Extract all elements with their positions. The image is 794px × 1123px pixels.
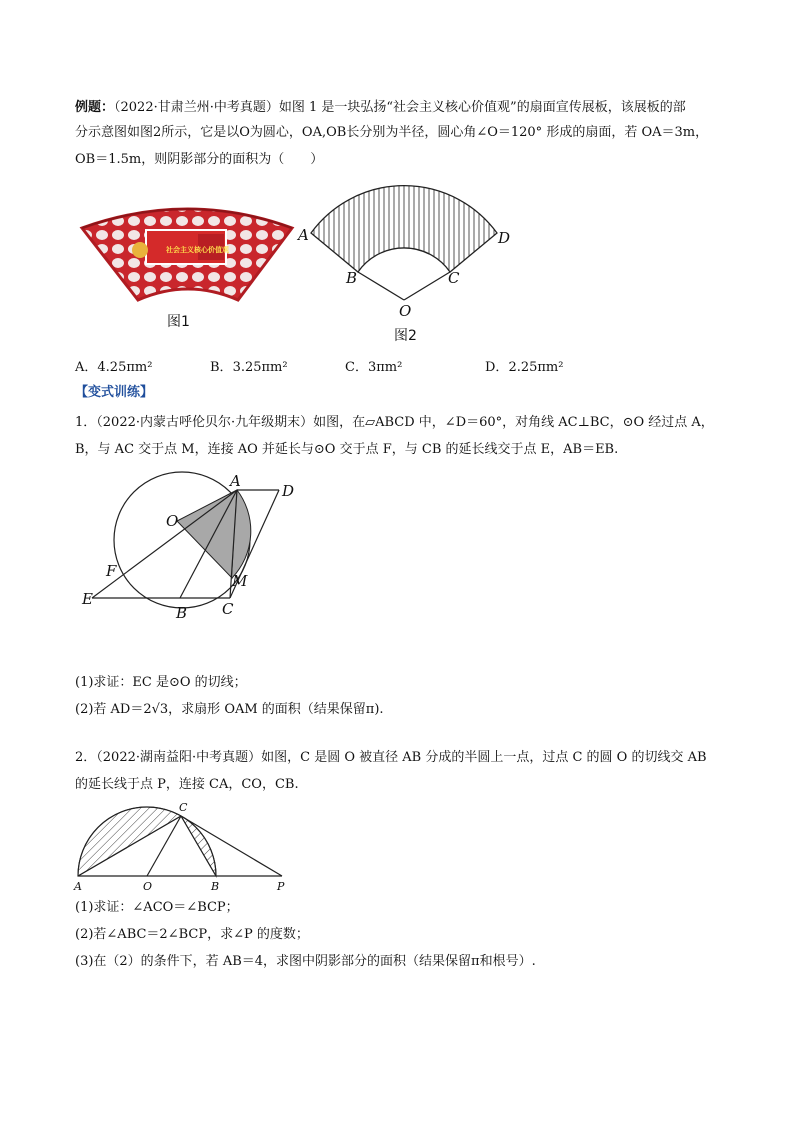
q2-line-2: 的延长线于点 P，连接 CA，CO，CB. — [75, 777, 299, 792]
example-line-2: 分示意图如图2所示，它是以O为圆心，OA,OB长分别为半径，圆心角∠O＝120° 形成的扇面，若 OA＝3m， — [75, 125, 709, 140]
fig2-label-O: O — [399, 302, 412, 320]
option-d[interactable]: D．2.25πm² — [485, 360, 564, 375]
section-title: 【变式训练】 — [75, 385, 154, 400]
q1-label-F: F — [106, 562, 117, 580]
figure-2-caption: 图2 — [394, 328, 417, 344]
q1-part-2: (2)若 AD＝2√3，求扇形 OAM 的面积（结果保留π). — [75, 702, 384, 717]
fig2-label-C: C — [448, 269, 460, 287]
q1-line-1: 1．（2022·内蒙古呼伦贝尔·九年级期末）如图，在▱ABCD 中，∠D＝60°，对角线 AC⊥BC，⊙O 经过点 A， — [75, 415, 714, 430]
q1-label-C: C — [222, 600, 234, 618]
q1-label-M: M — [232, 572, 248, 590]
option-c[interactable]: C．3πm² — [345, 360, 403, 375]
example-line-1: 例题：（2022·甘肃兰州·中考真题）如图 1 是一块弘扬“社会主义核心价值观”的扇面宣传展板，该展板的部 — [75, 100, 686, 115]
q2-part-3: (3)在（2）的条件下，若 AB＝4，求图中阴影部分的面积（结果保留π和根号）. — [75, 954, 536, 969]
figure-1-caption: 图1 — [167, 314, 190, 330]
option-b[interactable]: B．3.25πm² — [210, 360, 288, 375]
q1-line-2: B，与 AC 交于点 M，连接 AO 并延长与⊙O 交于点 F，与 CB 的延长线交于点 E，AB＝EB. — [75, 442, 619, 457]
option-a[interactable]: A．4.25πm² — [75, 360, 153, 375]
q1-label-O: O — [166, 512, 179, 530]
figure-1-fan-board — [78, 200, 298, 340]
q2-line-1: 2．（2022·湖南益阳·中考真题）如图，C 是圆 O 被直径 AB 分成的半圆上一点，过点 C 的圆 O 的切线交 AB — [75, 750, 707, 765]
q2-semicircle-diagram — [72, 800, 302, 892]
q2-part-2: (2)若∠ABC＝2∠BCP，求∠P 的度数； — [75, 927, 309, 942]
example-line-3: OB＝1.5m，则阴影部分的面积为（ ） — [75, 152, 324, 167]
q2-part-1: (1)求证：∠ACO＝∠BCP； — [75, 900, 239, 915]
q1-label-B: B — [176, 604, 188, 622]
fig2-label-A: A — [298, 226, 309, 244]
q1-label-D: D — [282, 482, 295, 500]
q1-parallelogram-circle-diagram — [82, 470, 322, 630]
q2-label-A: A — [74, 880, 82, 893]
fig2-label-B: B — [346, 269, 358, 287]
q1-part-1: (1)求证：EC 是⊙O 的切线； — [75, 675, 247, 690]
banner-text: 社会主义核心价值观 — [166, 246, 229, 254]
fig2-label-D: D — [498, 229, 511, 247]
q2-label-C: C — [179, 801, 188, 814]
q1-label-A: A — [230, 472, 241, 490]
example-label: 例题： — [75, 100, 115, 115]
q1-label-E: E — [82, 590, 93, 608]
figure-2-sector-diagram — [298, 180, 528, 350]
q2-label-O: O — [143, 880, 153, 893]
q2-label-B: B — [211, 880, 220, 893]
q2-label-P: P — [277, 880, 285, 893]
